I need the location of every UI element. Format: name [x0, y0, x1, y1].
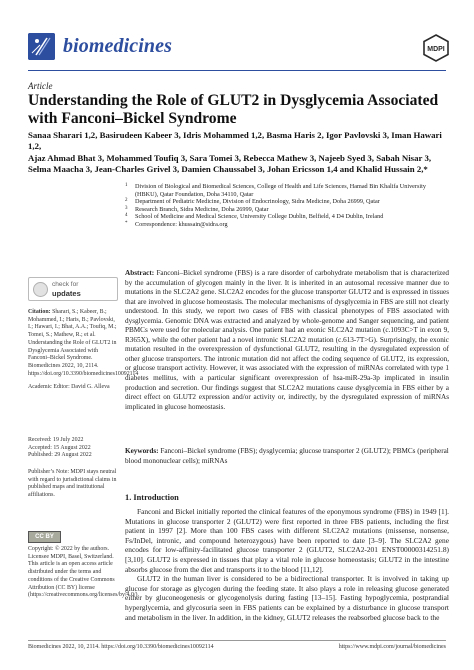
academic-editor: Academic Editor: David G. Alleva	[28, 384, 110, 391]
author-line: Selma Maacha 3, Jean-Charles Grivel 3, Damien Chaussabel 3, Johan Ericsson 1,4 and Khalid Hussain 2,*	[28, 163, 428, 174]
keywords	[125, 447, 449, 466]
author-list	[28, 130, 448, 175]
journal-url-link[interactable]: https://www.mdpi.com/journal/biomedicines	[338, 644, 446, 650]
affiliation-text: Division of Biological and Biomedical Sciences, College of Health and Life Sciences, Hamad Bin Khalifa University (HBKU), Qatar Foundation, Doha 34110, Qatar	[135, 183, 426, 198]
journal-logo-icon	[28, 33, 55, 60]
publisher-note: Publisher’s Note: MDPI stays neutral with regard to jurisdictional claims in published maps and institutional affiliations.	[28, 469, 117, 499]
correspondence	[125, 221, 450, 229]
updates-label: updates	[52, 289, 81, 298]
affiliation-text: School of Medicine and Medical Science, University College Dublin, Belfield, 4 D4 Dublin, Ireland	[135, 213, 384, 221]
cc-license-icon[interactable]: CC BY	[28, 531, 61, 543]
mdpi-logo-text: MDPI	[427, 46, 445, 53]
affiliation-item	[125, 213, 450, 221]
affiliation-number: 2	[125, 198, 128, 204]
published-date: Published: 29 August 2022	[28, 452, 92, 459]
introduction-body	[125, 507, 449, 622]
check-for-label: check for	[52, 281, 79, 288]
received-date: Received: 19 July 2022	[28, 437, 84, 443]
affiliation-item	[125, 198, 450, 206]
affiliation-number: 3	[125, 205, 128, 211]
keywords-label: Keywords:	[125, 447, 159, 455]
update-icon	[33, 282, 48, 297]
citation-block	[28, 309, 139, 392]
correspondence-text: Correspondence: khussain@sidra.org	[135, 220, 228, 228]
affiliation-item	[125, 206, 450, 214]
abstract-text: Fanconi–Bickel syndrome (FBS) is a rare disorder of carbohydrate metabolism that is characterized by the accumulation of glycogen mainly in the liver. It is inherited in an autosomal recessive manner due to mutations in the SLC2A2 gene. SLC2A2 encodes for the glucose transporter GLUT2 and is expressed in tissues that are involved in glucose homeostasis. The molecular mechanisms of dysglycemia in FBS are still not clearly understood. In this study, we report two cases of FBS with classical phenotypes of FBS associated with dysglycemia. Genomic DNA was extracted and analyzed by whole-genome and Sanger sequencing, and patient PBMCs were used for molecular analysis. One patient had an exonic SLC2A2 mutation (c.1093C>T in exon 9, R365X), while the other patient had a novel intronic SLC2A2 mutation (c.613-7T>G). Surprisingly, the exonic mutation resulted in the overexpression of dysfunctional GLUT2, resulting in the dysregulated expression of other glucose transporters. The intronic mutation did not affect the coding sequence of GLUT2, its expression, or glucose transport activity. However, it was associated with the expression of miRNAs correlated with type 1 diabetes mellitus, with a particular significant overexpression of hsa-miR-29a-3p implicated in insulin production and secretion. Our findings suggest that SLC2A2 mutations cause dysglycemia in FBS either by a direct effect on GLUT2 expression and/or activity or, indirectly, by the dysregulated expression of miRNAs implicated in glucose homeostasis.	[125, 269, 450, 411]
header-divider	[28, 70, 446, 71]
footer-citation: Biomedicines 2022, 10, 2114. https://doi.org/10.3390/biomedicines10092114	[28, 644, 214, 650]
affiliation-number: *	[125, 220, 128, 226]
affiliation-text: Research Branch, Sidra Medicine, Doha 26999, Qatar	[135, 205, 269, 213]
author-line: Ajaz Ahmad Bhat 3, Mohammed Toufiq 3, Sara Tomei 3, Rebecca Mathew 3, Najeeb Syed 3, Sabah Nisar 3,	[28, 152, 432, 163]
journal-name: biomedicines	[63, 35, 172, 57]
citation-label: Citation:	[28, 309, 51, 315]
paragraph: GLUT2 in the human liver is considered to be a bidirectional transporter. It is involved in taking up glucose for storage as glycogen during the feeding state. It also plays a role in releasing glucose generated either by gluconeogenesis or glycogenolysis during fasting [13–15]. Fasting hypoglycemia, postprandial hyperglycemia, and glycosuria seen in FBS patients can be explained by a disturbance in glucose transport and metabolism in the liver. In addition, in the kidney, GLUT2 releases the reabsorbed glucose back to the	[125, 574, 449, 622]
check-for-updates-button[interactable]	[28, 277, 118, 301]
article-title: Understanding the Role of GLUT2 in Dysglycemia Associated with Fanconi–Bickel Syndrome	[28, 92, 439, 127]
affiliation-item	[125, 183, 450, 198]
affiliation-number: 4	[125, 213, 128, 219]
copyright-text: Copyright: © 2022 by the authors. Licensee MDPI, Basel, Switzerland. This article is an open access article distributed under the terms and conditions of the Creative Commons Attribution (CC BY) license (https://creativecommons.org/licenses/by/4.0/).	[28, 546, 139, 599]
affiliation-number: 1	[125, 183, 128, 188]
copyright-block	[28, 531, 139, 600]
affiliations	[125, 183, 450, 229]
keywords-text: Fanconi–Bickel syndrome (FBS); dysglycemia; glucose transporter 2 (GLUT2); PBMCs (peripheral blood mononuclear cells); miRNAs	[125, 447, 449, 465]
dates-block	[28, 437, 118, 460]
abstract	[125, 269, 449, 412]
footer-divider	[28, 640, 446, 641]
paragraph: Fanconi and Bickel initially reported the clinical features of the eponymous syndrome (FBS) in 1949 [1]. Mutations in glucose transporter 2 (GLUT2) were first reported in three FBS patients, including the first patient in 1997 [2]. More than 100 FBS cases with different SLC2A2 mutations (missense, nonsense, Fs/InDel, intronic, and compound heterozygous) have been reported to date [3–9]. The SLC2A2 gene encodes for low-affinity-facilitated glucose transporter 2 (GLUT2, SLC2A2-201 ENST00000314251.8) [3,10]. GLUT2 is expressed in tissues that play a vital role in glucose homeostasis; GLUT2 in the intestine absorbs glucose from the diet and transports it to the blood [11,12].	[125, 507, 449, 574]
article-type: Article	[28, 81, 53, 91]
accepted-date: Accepted: 15 August 2022	[28, 444, 91, 451]
citation-text: Sharari, S.; Kabeer, B.; Mohammed, I.; Haris, B.; Pavlovski, I.; Hawari, I.; Bhat, A.A.; Toufiq, M.; Tomei, S.; Mathew, R.; et al. Understanding the Role of GLUT2 in Dysglycemia Associated with Fanconi–Bickel Syndrome. Biomedicines 2022, 10, 2114. https://doi.org/10.3390/biomedicines10092114	[28, 309, 139, 377]
section-heading: 1. Introduction	[125, 493, 179, 502]
affiliation-text: Department of Pediatric Medicine, Division of Endocrinology, Sidra Medicine, Doha 26999, Qatar	[135, 198, 380, 206]
mdpi-logo-icon	[422, 34, 450, 62]
abstract-label: Abstract:	[125, 269, 155, 277]
author-line: Sanaa Sharari 1,2, Basirudeen Kabeer 3, Idris Mohammed 1,2, Basma Haris 2, Igor Pavlovski 3, Iman Hawari 1,2,	[28, 130, 442, 152]
